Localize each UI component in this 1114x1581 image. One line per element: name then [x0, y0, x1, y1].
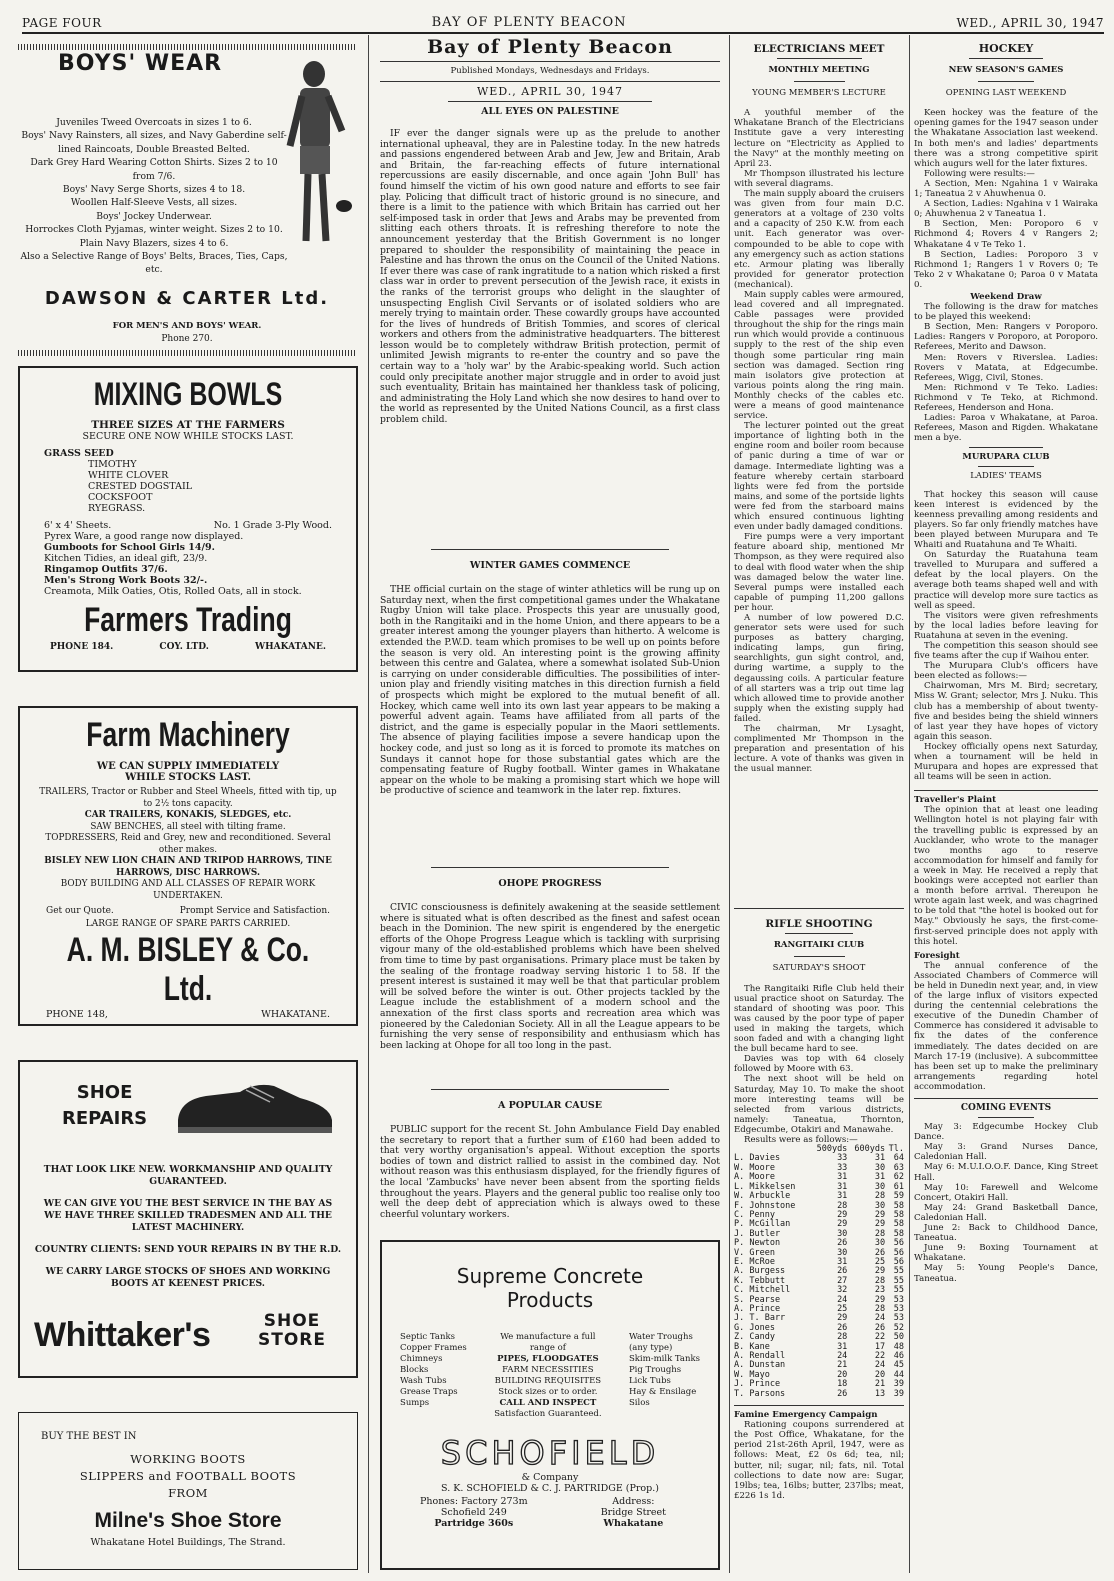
score-cell: 29 [874, 1219, 886, 1230]
article-body: The following is the draw for matches to be played this weekend: B Section, Men: Rangers v Poroporo. Ladies: Rangers v Poroporo, at Poroporo. Referees, Merito and Dawson. Men: Rovers v Riverslea. Ladies: Rovers v Matata, at Edgecumbe. Referees, Wigg, Civil, Stones. Men: Richmond v Te Teko. Ladies: Richmond v Te Teko, at Richmond. Referees, Henderson and Hona. Ladies: Paroa v Whakatane, at Paroa. Referees, Mason and Rigden. Whakatane men a bye. [914, 302, 1098, 444]
shooter-name: A. Rendall [734, 1351, 786, 1361]
list-item: May 3: Edgecumbe Hockey Club Dance. [914, 1122, 1098, 1143]
score-cell: 25 [874, 1256, 886, 1267]
shoe-store-label: SHOE STORE [258, 1311, 326, 1350]
dotted-border [18, 350, 356, 356]
bisley-machinery-ad [18, 706, 358, 1026]
article-body: The Rangitaiki Rifle Club held their usual practice shoot on Saturday. The standard of shooting was poor. This was caused by the poor type of paper used in making the targets, which soon faded and with a changing light the bull became hard to see. Davies was top with 64 closely followed by Moore with 63. The next shoot will be held on Saturday, May 10. To make the shoot more interesting teams will be selected from various districts, namely: Taneatua, Thornton, Edgecumbe, Otakiri and Manawahe. Results were as follows:— [734, 983, 904, 1145]
article-subhead: LADIES' TEAMS [970, 471, 1042, 482]
advertiser-footer: PHONE 148, WHAKATANE. [46, 1009, 330, 1020]
score-cell: 56 [893, 1256, 904, 1267]
shooter-name: J. T. Barr [734, 1313, 786, 1324]
list-item: Juveniles Tweed Overcoats in sizes 1 to 6. [56, 117, 252, 128]
score-cell: 20 [837, 1369, 848, 1380]
article-subhead: YOUNG MEMBER'S LECTURE [752, 88, 886, 99]
score-cell: 21 [837, 1360, 848, 1371]
score-cell: 44 [893, 1369, 904, 1380]
editorial-body: THE official curtain on the stage of winter athletics will be rung up on Saturday next, when the first competitional games under the Whakatane Rugby Union will take place. Prospects this year are unusually good, both in the Rangitaiki and in the home Union, and there appears to be a greater interest among the younger players than hitherto. A welcome is extended the P.W.D. team which promises to be well up on points before the season is very old. An interesting point is the growing affinity between this centre and Galatea, where a somewhat isolated Sub-Union is carrying on under considerable difficulties. The possibilities of inter-union play and friendly visiting matches in this direction furnish a field of prospects which might be explored to the mutual benefit of all. Hockey, which came well into its own last year appears to be making a powerful advent again. Teams have affiliated from all parts of the district, and the game is especially popular in the Maori settlements. The absence of playing facilities impose a severe handicap upon the hockey code, and just so long as it is forced to promote its matches on Sundays it cannot hope for those substantial gates which are the compensating feature of Rugby football. Winter games in Whakatane appear on the whole to be making a promising start which we hope will be productive of science and teamwork in the later rep. fixtures. [380, 585, 720, 797]
shooter-name: C. Mitchell [734, 1285, 791, 1296]
editorial-body: PUBLIC support for the recent St. John Ambulance Field Day enabled the secretary to report that a further sum of £160 had been added to that very worthy organisation's appeal. Without exception the sports bodies of town and district rallied to assist in the combined day. Not without reason was this enthusiasm displayed, for the friendly figures of the local 'Zambucks' have never been absent from the sporting fields throughout the years. Players and the general public too realise only too well the deep debt of appreciation which is always owed to these cheerful voluntary workers. [380, 1125, 720, 1220]
shooter-name: E. McRoe [734, 1256, 775, 1267]
list-item: TRAILERS, Tractor or Rubber and Steel Wheels, fitted with tip, up to 2½ tons capacity. [39, 787, 337, 809]
score-cell: 64 [893, 1153, 904, 1164]
article-body: Keen hockey was the feature of the opening games for the 1947 season under the Whakatane Association last weekend. In both men's and ladies' departments there was a strong competitive spirit which augurs well for the later fixtures. Following were results:— A Section, Men: Ngahina 1 v Wairaka 1; Taneatua 2 v Ahuwhenua 0. A Section, Ladies: Ngahina v 1 Wairaka 0; Ahuwhenua 2 v Taneatua 1. B Section, Men: Poroporo 6 v Richmond 4; Rovers 4 v Rangers 2; Whakatane 4 v Te Teko 1. B Section, Ladies: Poroporo 3 v Richmond 1; Rangers 1 v Rovers 0; Te Teko 2 v Whakatane 0; Paroa 0 v Matata 0. [914, 108, 1098, 290]
score-cell: 20 [874, 1369, 886, 1380]
list-item: Woollen Half-Sleeve Vests, all sizes. [70, 197, 238, 209]
article-subhead: MONTHLY MEETING [768, 65, 870, 76]
score-cell: 22 [874, 1351, 886, 1361]
score-cell: 63 [893, 1162, 904, 1173]
product-list-left: Septic Tanks Copper Frames Chimneys Blocks Wash Tubs Grease Traps Sumps [400, 1332, 467, 1408]
shooter-name: J. Prince [734, 1379, 781, 1390]
list-item: SLIPPERS and FOOTBALL BOOTS [79, 1469, 297, 1483]
article-headline: RIFLE SHOOTING [765, 918, 873, 931]
score-cell: 18 [837, 1379, 848, 1390]
list-item: BODY BUILDING AND ALL CLASSES OF REPAIR WORK UNDERTAKEN. [60, 879, 316, 901]
article-subhead: NEW SEASON'S GAMES [948, 65, 1064, 76]
ad-subtitle: WE CAN SUPPLY IMMEDIATELY WHILE STOCKS LAST. [96, 761, 280, 783]
seed-list [44, 459, 332, 514]
score-cell: 31 [874, 1153, 886, 1164]
article-headline: Foresight [914, 950, 960, 961]
score-cell: 31 [837, 1191, 848, 1202]
shooter-name: A. Prince [734, 1303, 781, 1314]
score-cell: 30 [837, 1247, 848, 1258]
seed-heading: GRASS SEED [44, 448, 114, 459]
list-item: June 2: Back to Childhood Dance, Taneatua. [914, 1223, 1098, 1244]
score-cell: 56 [893, 1247, 904, 1258]
score-cell: 25 [837, 1303, 848, 1314]
ad-subtitle: SECURE ONE NOW WHILE STOCKS LAST. [82, 431, 294, 442]
column-rule [368, 35, 369, 1573]
page-number: PAGE FOUR [22, 16, 102, 30]
masthead-publication: Published Mondays, Wednesdays and Fridays. [380, 66, 720, 82]
article-subhead: Weekend Draw [970, 291, 1042, 302]
score-cell: 30 [874, 1162, 886, 1173]
advertiser-address: Whakatane Hotel Buildings, The Strand. [90, 1537, 286, 1548]
score-cell: 24 [837, 1351, 848, 1361]
score-cell: 26 [837, 1388, 848, 1399]
ad-title: Supreme Concrete Products [456, 1264, 644, 1312]
list-item: TOPDRESSERS, Reid and Grey, new and reconditioned. Several other makes. [45, 833, 331, 855]
score-cell: 29 [874, 1209, 886, 1220]
score-cell: 30 [837, 1228, 848, 1239]
list-item: May 5: Young People's Dance, Taneatua. [914, 1263, 1098, 1284]
article-headline: HOCKEY [978, 44, 1034, 55]
score-cell: 28 [837, 1200, 848, 1211]
page-header [22, 8, 1104, 34]
score-cell: 31 [837, 1172, 848, 1183]
editorial-body: IF ever the danger signals were up as the prelude to another international upheaval, they are in Palestine today. In the new hatreds and passions engendered between Arab and Jew, Jew and Britain, Arab and Britain, the far-reaching effects of future international repercussions are easily discernable, and once again 'John Bull' has found himself the victim of his own good nature and efforts to see fair play. Policing that difficult tract of historic ground is no sinecure, and there is a limit to the patience with which Britain has carried out her self-imposed task in order that Jews and Arabs may be prevented from slitting each others throats. It is refreshing therefore to note the announcement yesterday that the British Government is no longer prepared to shoulder the responsibility of maintaining the peace in Palestine and has thrown the onus on the Council of the United Nations. If ever there was case of rank ingratitude to a nation which risked a first class war in order to prevent persecution of the Jewish race, it exists in the ranks of the terrorist groups who delight in the slaughter of unsuspecting English Civil Servants or of isolated soldiers who are merely trying to maintain order. These cowardly groups have accounted for the lives of hundreds of British Tommies, and scores of clerical workers and others from the administrative headquarters. The bitterest lesson would be to completely withdraw British protection, permit of unlimited Jewish migrants to re-enter the country and so pave the certain way to a 'holy war' by the Arabic-speaking world. Such action could only precipitate another major struggle and in order to avoid just such eventuality, Britain has maintained her thankless task of policing, and administrating the Holy Land which she now desires to hand over to the world as represented by the United Nations Council, as a first class problem child. [380, 129, 720, 426]
column-header: Tl. [888, 1144, 904, 1155]
advertiser-name: Whittaker's [34, 1316, 211, 1354]
score-cell: 58 [893, 1200, 904, 1211]
spares-line: LARGE RANGE OF SPARE PARTS CARRIED. [85, 919, 291, 929]
article-body: That hockey this season will cause keen interest is evidenced by the keenness prevailing among residents and players. So far only friendly matches have been played between Murupara and Te Whaiti and Ruatahuna and Te Whaiti. On Saturday the Ruatahuna team travelled to Murupara and suffered a defeat by the local players. On the average both teams shaped well and with practice will develop more sure tactics as well as speed. The visitors were given refreshments by the local ladies before leaving for Ruatahuna at seven in the evening. The competition this season should see five teams after the cup if Waihou enter. The Murupara Club's officers have been elected as follows:— Chairwoman, Mrs M. Bird; secretary, Miss W. Grant; selector, Mrs J. Nuku. This club has a membership of about twenty-five and besides being the shield winners of last year they have hopes of victory again this season. Hockey officially opens next Saturday, when a tournament will be held in Murupara and hopes are expressed that all teams will be seen in action. [914, 489, 1098, 783]
article-body: The opinion that at least one leading Wellington hotel is not playing fair with the travelling public is expressed by an Aucklander, who wrote to the manager two months ago to reserve accommodation for himself and family for a week in May. He received a reply that bookings were accepted not earlier than a month before arrival. Thereupon he wrote again last week, and was chagrined to be told that "the hotel is booked out for May." Obviously he says, the first-come-first-served principle does not apply with this hotel. [914, 805, 1098, 947]
score-cell: 29 [837, 1219, 848, 1230]
list-item: June 9: Boxing Tournament at Whakatane. [914, 1243, 1098, 1264]
list-item: WE CARRY LARGE STOCKS OF SHOES AND WORKING BOOTS AT KEENEST PRICES. [45, 1266, 331, 1289]
score-cell: 45 [893, 1360, 904, 1371]
score-cell: 53 [893, 1313, 904, 1324]
shooter-name: F. Johnstone [734, 1200, 796, 1211]
editorial-title: WINTER GAMES COMMENCE [469, 560, 631, 571]
score-cell: 55 [893, 1275, 904, 1286]
farmers-trading-ad [18, 366, 358, 672]
score-cell: 31 [837, 1256, 848, 1267]
events-list [914, 1122, 1098, 1284]
list-item: RYEGRASS. [88, 503, 146, 514]
product-list-right: Water Troughs (any type) Skim-milk Tanks Pig Troughs Lick Tubs Hay & Ensilage Silos [628, 1332, 700, 1408]
boy-figure-icon [284, 56, 352, 256]
score-cell: 30 [874, 1200, 886, 1211]
machinery-list [20, 783, 356, 902]
milne-product-list [19, 1451, 357, 1502]
score-cell: 31 [874, 1172, 886, 1183]
article-subhead: MURUPARA CLUB [962, 452, 1050, 463]
ad-title: MIXING BOWLS [93, 376, 283, 412]
score-cell: 26 [874, 1247, 886, 1258]
list-item: COCKSFOOT [88, 492, 153, 503]
list-item: WE CAN GIVE YOU THE BEST SERVICE IN THE BAY AS WE HAVE THREE SKILLED TRADESMEN AND ALL THE LATEST MACHINERY. [43, 1198, 333, 1233]
advertiser-proprietors: S. K. SCHOFIELD & C. J. PARTRIDGE (Prop.) [441, 1483, 659, 1494]
shooter-name: T. Parsons [734, 1388, 786, 1399]
score-cell: 29 [874, 1294, 886, 1305]
masthead-date: WED., APRIL 30, 1947 [476, 85, 623, 98]
advertiser-contact: Phones: Factory 273m Schofield 249 Partridge 360s Address: Bridge Street Whakatane [420, 1496, 666, 1529]
list-item: CAR TRAILERS, KONAKIS, SLEDGES, etc. [84, 810, 292, 820]
masthead-title: Bay of Plenty Beacon [380, 42, 720, 62]
list-item: WHITE CLOVER [88, 470, 169, 481]
score-cell: 27 [837, 1275, 848, 1286]
advertiser-footer: PHONE 184. COY. LTD. WHAKATANE. [50, 642, 326, 652]
events-heading: COMING EVENTS [960, 1103, 1052, 1113]
score-cell: 48 [893, 1341, 904, 1352]
score-cell: 24 [837, 1294, 848, 1305]
shooter-name: L. Mikkelsen [734, 1181, 796, 1192]
list-item: Pyrex Ware, a good range now displayed. [44, 531, 244, 542]
list-item: CRESTED DOGSTAIL [88, 481, 193, 492]
list-item: Creamota, Milk Oaties, Otis, Rolled Oats, all in stock. [44, 586, 302, 597]
editorial-body: CIVIC consciousness is definitely awakening at the seaside settlement where is situated what is often described as the finest and safest ocean beach in the Dominion. The new spirit is engendered by the energetic efforts of the Ohope Progress League which is tackling with surprising vigour many of the old-established problems which have been shelved from time to time by past organisations. Primary place must be taken by the sealing of the frontage roadway serving historic 1 to 58. If the present interest is sustained it may well be that that particular problem will be solved before the winter is out. Other projects tackled by the League include the establishment of a modern school and the annexation of the first class sports and recreation area which was pioneered by the Caledonian Society. All in all the League appears to be furnishing the very sense of responsibility and enthusiasm which has been lacking at Ohope for all too long in the past. [380, 903, 720, 1051]
article-headline: Famine Emergency Campaign [734, 1410, 878, 1421]
shooter-name: A. Burgess [734, 1266, 786, 1277]
advertiser-name: Milne's Shoe Store [94, 1509, 282, 1532]
list-item: May 10: Farewell and Welcome Concert, Otakiri Hall. [914, 1182, 1098, 1203]
article-subhead: SATURDAY'S SHOOT [772, 963, 866, 974]
list-item: May 24: Grand Basketball Dance, Caledonian Hall. [914, 1202, 1098, 1223]
score-cell: 50 [893, 1332, 904, 1343]
shooter-name: B. Kane [734, 1341, 770, 1352]
score-cell: 29 [837, 1313, 848, 1324]
list-item: Horrockes Cloth Pyjamas, winter weight. Sizes 2 to 10. [25, 224, 283, 236]
score-cell: 58 [893, 1219, 904, 1230]
shooter-name: A. Moore [734, 1172, 775, 1183]
score-cell: 21 [874, 1379, 886, 1390]
list-item: May 3: Grand Nurses Dance, Caledonian Hall. [914, 1142, 1098, 1163]
shooter-name: A. Dunstan [734, 1360, 786, 1371]
score-cell: 55 [893, 1285, 904, 1296]
editorial-title: A POPULAR CAUSE [497, 1100, 603, 1111]
list-item: Ringamop Outfits 37/6. [44, 564, 168, 575]
score-cell: 62 [893, 1172, 904, 1183]
score-cell: 53 [893, 1294, 904, 1305]
product-list-middle: We manufacture a full range of PIPES, FLOODGATES FARM NECESSITIES BUILDING REQUISITES Stock sizes or to order. CALL AND INSPECT Satisfaction Guaranteed. [494, 1332, 602, 1419]
table-row [734, 1390, 904, 1399]
ad-intro: BUY THE BEST IN [41, 1431, 137, 1442]
score-cell: 29 [837, 1209, 848, 1220]
score-cell: 28 [874, 1303, 886, 1314]
article-body: The annual conference of the Associated Chambers of Commerce will be held in Dunedin next year, and, in view of the large influx of visitors expected during the centennial celebrations the executive of the Dunedin Chamber of Commerce has considered it advisable to fix the dates of the conference immediately. The dates decided on are March 17-19 (inclusive). A subcommittee has been set up to make the preliminary arrangements regarding hotel accommodation. [914, 960, 1098, 1092]
ad-title: BOYS' WEAR [58, 51, 223, 76]
paper-name: BAY OF PLENTY BEACON [431, 15, 627, 30]
list-item: COUNTRY CLIENTS: SEND YOUR REPAIRS IN BY THE R.D. [34, 1244, 342, 1255]
score-cell: 28 [874, 1191, 886, 1202]
advertiser-company: & Company [521, 1472, 579, 1483]
list-item: BISLEY NEW LION CHAIN AND TRIPOD HARROWS, TINE HARROWS, DISC HARROWS. [44, 856, 332, 878]
score-cell: 30 [874, 1238, 886, 1249]
score-cell: 29 [874, 1266, 886, 1277]
list-item: WORKING BOOTS [130, 1452, 246, 1466]
list-item: FROM [168, 1486, 208, 1500]
score-cell: 23 [874, 1285, 886, 1296]
score-cell: 53 [893, 1303, 904, 1314]
editorial-title: OHOPE PROGRESS [498, 878, 602, 889]
ad-title: SHOE REPAIRS [62, 1082, 148, 1129]
score-cell: 24 [874, 1360, 886, 1371]
score-cell: 33 [837, 1153, 848, 1164]
column-header: 500yds [816, 1144, 848, 1155]
article-body: Rationing coupons surrendered at the Post Office, Whakatane, for the period 21st-26th April, 1947, were as follows: Meat, £2 0s 6d; tea, nil; butter, nil; sugar, nil; fats, nil. Total collections to date now are: Sugar, 19lbs; tea, 16lbs; butter, 237lbs; meat, £226 1s 1d. [734, 1420, 904, 1501]
advertiser-name: DAWSON & CARTER Ltd. [44, 288, 330, 309]
score-cell: 56 [893, 1238, 904, 1249]
score-cell: 58 [893, 1228, 904, 1239]
boys-item-list [18, 116, 290, 277]
score-cell: 59 [893, 1191, 904, 1202]
score-cell: 28 [874, 1275, 886, 1286]
advertiser-phone: Phone 270. [161, 334, 213, 344]
news-column-three [734, 44, 904, 1570]
list-item: Kitchen Tidies, an ideal gift, 23/9. [44, 553, 208, 564]
advertiser-name: A. M. BISLEY & Co. Ltd. [66, 931, 310, 1008]
boys-wear-ad [18, 44, 356, 356]
schofield-concrete-ad [380, 1240, 720, 1570]
quote-line: Get our Quote. Prompt Service and Satisfaction. [46, 906, 330, 916]
shooter-name: W. Mayo [734, 1369, 770, 1380]
whittakers-shoe-ad [18, 1060, 358, 1378]
score-cell: 30 [874, 1181, 886, 1192]
score-cell: 39 [893, 1379, 904, 1390]
score-cell: 24 [874, 1313, 886, 1324]
list-item: Men's Strong Work Boots 32/-. [44, 575, 208, 586]
score-cell: 17 [874, 1341, 886, 1352]
shoe-icon [170, 1072, 340, 1142]
score-cell: 22 [874, 1332, 886, 1343]
list-item: Plain Navy Blazers, sizes 4 to 6. [79, 237, 229, 249]
editorial-title: ALL EYES ON PALESTINE [481, 106, 619, 117]
column-rule [909, 35, 910, 1573]
ad-title: Farm Machinery [86, 716, 290, 754]
ad-subtitle: THREE SIZES AT THE FARMERS [91, 419, 285, 431]
shoe-service-list [34, 1164, 342, 1290]
list-item: Boys' Jockey Underwear. [96, 210, 212, 222]
column-rule [729, 35, 730, 1573]
issue-date: WED., APRIL 30, 1947 [956, 16, 1104, 30]
score-cell: 26 [837, 1238, 848, 1249]
milnes-shoe-store-ad [18, 1412, 358, 1570]
score-cell: 52 [893, 1322, 904, 1333]
advertiser-name: Farmers Trading [84, 601, 292, 639]
score-cell: 32 [837, 1285, 848, 1296]
shooter-name: W. Arbuckle [734, 1191, 791, 1202]
rifle-results-table [734, 1145, 904, 1399]
article-headline: Traveller's Plaint [914, 795, 997, 806]
shooter-name: K. Tebbutt [734, 1275, 786, 1286]
list-item: May 6: M.U.I.O.O.F. Dance, King Street Hall. [914, 1162, 1098, 1183]
score-cell: 33 [837, 1162, 848, 1173]
score-cell: 31 [837, 1181, 848, 1192]
score-cell: 28 [837, 1332, 848, 1343]
list-item: Dark Grey Hard Wearing Cotton Shirts. Sizes 2 to 10 from 7/6. [30, 157, 278, 182]
score-cell: 58 [893, 1209, 904, 1220]
shooter-name: J. Butler [734, 1228, 781, 1239]
advertiser-tagline: FOR MEN'S AND BOYS' WEAR. [112, 321, 262, 331]
score-cell: 26 [837, 1266, 848, 1277]
sheets-line: 6' x 4' Sheets. No. 1 Grade 3-Ply Wood. [44, 520, 332, 531]
list-item: SAW BENCHES, all steel with tilting frame. [90, 821, 286, 832]
score-cell: 13 [874, 1388, 886, 1399]
shooter-name: G. Jones [734, 1322, 775, 1333]
shooter-name: P. McGillan [734, 1219, 791, 1230]
shooter-name: W. Moore [734, 1162, 775, 1173]
score-cell: 39 [893, 1388, 904, 1399]
shooter-name: Z. Candy [734, 1332, 775, 1343]
list-item: THAT LOOK LIKE NEW. WORKMANSHIP AND QUALITY GUARANTEED. [43, 1164, 333, 1187]
score-cell: 31 [837, 1341, 848, 1352]
shooter-name: P. Newton [734, 1238, 781, 1249]
shooter-name: V. Green [734, 1247, 775, 1258]
list-item: TIMOTHY [88, 459, 137, 470]
score-cell: 46 [893, 1351, 904, 1361]
news-column-four [914, 44, 1098, 1570]
score-cell: 26 [837, 1322, 848, 1333]
score-cell: 28 [874, 1228, 886, 1239]
concrete-product-grid [382, 1312, 718, 1420]
list-item: Boys' Navy Rainsters, all sizes, and Navy Gaberdine self-lined Raincoats, Double Breasted Belted. [21, 130, 287, 155]
column-header: 600yds [854, 1144, 886, 1155]
score-cell: 26 [874, 1322, 886, 1333]
shooter-name: S. Pearse [734, 1294, 781, 1305]
list-item: Also a Selective Range of Boys' Belts, Braces, Ties, Caps, etc. [20, 251, 288, 276]
score-cell: 55 [893, 1266, 904, 1277]
article-subhead: RANGITAIKI CLUB [773, 940, 865, 951]
article-body: A youthful member of the Whakatane Branch of the Electricians Institute gave a very interesting lecture on "Electricity as Applied to the Navy" at the monthly meeting on April 23. Mr Thompson illustrated his lecture with several diagrams. The main supply aboard the cruisers was given from four main D.C. generators at a voltage of 230 volts and a capacity of 250 K.W. from each unit. Each generator was over-compounded to be able to cope with any emergency such as action stations etc. Armour plating was liberally provided for generator protection (mechanical). Main supply cables were armoured, lead covered and all impregnated. Cable passages were provided throughout the ship for the rings main run which would provide a continuous supply to the rest of the ship even though some particular ring main section was damaged. Section ring main isolators give protection at various points along the ring main. Monthly checks of the cables etc. were a means of good maintenance service. The lecturer pointed out the great importance of lighting both in the engine room and boiler room because of panic during a time of war or damage. Intermediate lighting was a feature whereby certain starboard lights were fed from the portside mains, and some of the portside lights were fed from the starboard mains which ensured continuous lighting even under badly damaged conditions. Fire pumps were a very important feature aboard ship, mentioned Mr Thompson, as they were required also to deal with flood water when the ship was damaged below the water line. Several pumps were installed each capable of pumping 11,200 gallons per hour. A number of low powered D.C. generator sets were used for such purposes as battery charging, indicating lamps, gun firing, searchlights, gun sight control, and, during wartime, a supply to the degaussing coils. A particular feature of all starters was a trip out time lag which allowed time to provide another supply when the existing supply had failed. The chairman, Mr Lysaght, complimented Mr Thompson in the preparation and presentation of his lecture. A vote of thanks was given in the usual manner. [734, 108, 904, 775]
article-headline: ELECTRICIANS MEET [753, 44, 885, 55]
list-item: Gumboots for School Girls 14/9. [44, 542, 215, 553]
shooter-name: C. Penny [734, 1209, 775, 1220]
advertiser-name: SCHOFIELD [440, 1434, 660, 1472]
score-cell: 61 [893, 1181, 904, 1192]
article-subhead: OPENING LAST WEEKEND [945, 88, 1067, 99]
list-item: Boys' Navy Serge Shorts, sizes 4 to 18. [62, 184, 246, 196]
shooter-name: L. Davies [734, 1153, 781, 1164]
